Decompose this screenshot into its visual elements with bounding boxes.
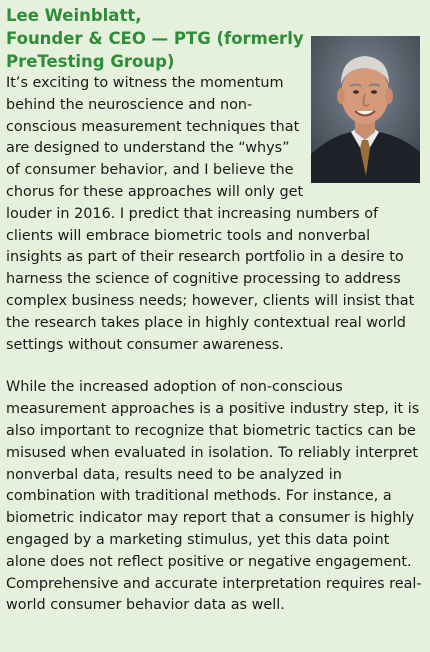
portrait-illustration [311,36,420,183]
author-name: Lee Weinblatt, [6,6,142,25]
author-title-line2: PreTesting Group) [6,52,175,71]
author-portrait-photo [311,36,420,183]
paragraph-2: While the increased adoption of non-conscious measurement approaches is a positive industry step, it is also important to recognize that biometric tactics can be misused when evaluated in isolation. To reliably interpret nonverbal data, results need to be analyzed in combination with traditional methods. For instance, a biometric indicator may report that a consumer is highly engaged by a marketing stimulus, yet this data point alone does not reflect positive or negative engagement. Comprehensive and accurate interpretation requires real-world consumer behavior data as well. [6,379,422,614]
paragraph-1-text: It’s exciting to witness the momentum behind the neuroscience and non-conscious measurement techniques that are designed to understand the “whys” of consumer behavior, and I believe the chorus for these approaches will only get louder in 2016. I predict that increasing numbers of clients will embrace biometric tools and nonverbal insights as part of their research portfolio in a desire to harness the science of cognitive processing to address complex business needs; however, clients will insist that the research takes place in highly contextual real world settings without consumer awareness. [6,75,415,353]
author-title-line1: Founder & CEO — PTG (formerly [6,29,304,48]
paragraph-gap [6,356,424,377]
